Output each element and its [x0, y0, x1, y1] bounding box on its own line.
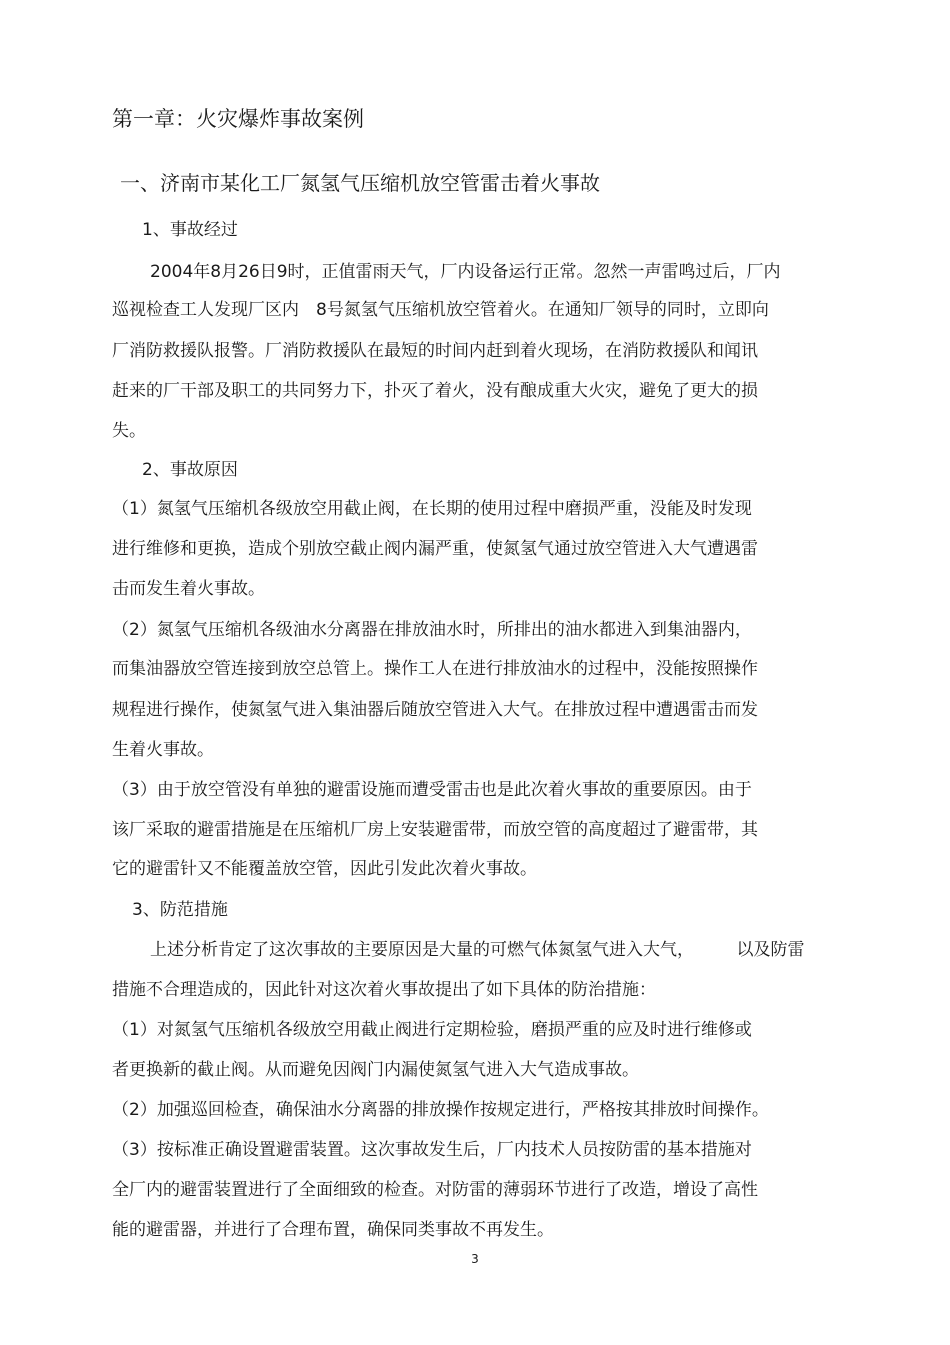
subheading-1: 1、事故经过 — [142, 220, 238, 240]
paragraph-line: （1）对氮氢气压缩机各级放空用截止阀进行定期检验，磨损严重的应及时进行维修或 — [112, 1020, 752, 1040]
paragraph-line: 进行维修和更换，造成个别放空截止阀内漏严重，使氮氢气通过放空管进入大气遭遇雷 — [112, 539, 758, 559]
paragraph-line: 规程进行操作，使氮氢气进入集油器后随放空管进入大气。在排放过程中遭遇雷击而发 — [112, 700, 758, 720]
paragraph-line: 上述分析肯定了这次事故的主要原因是大量的可燃气体氮氢气进入大气， 以及防雷 — [150, 940, 805, 960]
paragraph-line: 它的避雷针又不能覆盖放空管，因此引发此次着火事故。 — [112, 859, 537, 879]
paragraph-line: 者更换新的截止阀。从而避免因阀门内漏使氮氢气进入大气造成事故。 — [112, 1060, 639, 1080]
paragraph-line: 2004年8月26日9时，正值雷雨天气，厂内设备运行正常。忽然一声雷鸣过后，厂内 — [150, 262, 781, 282]
paragraph-line: 全厂内的避雷装置进行了全面细致的检查。对防雷的薄弱环节进行了改造，增设了高性 — [112, 1180, 758, 1200]
paragraph-line: 生着火事故。 — [112, 740, 214, 760]
page-number: 3 — [471, 1252, 479, 1266]
section-title: 一、济南市某化工厂氮氢气压缩机放空管雷击着火事故 — [120, 171, 600, 195]
chapter-title: 第一章：火灾爆炸事故案例 — [112, 107, 364, 131]
paragraph-line: 措施不合理造成的，因此针对这次着火事故提出了如下具体的防治措施： — [112, 980, 656, 1000]
paragraph-line: （3）由于放空管没有单独的避雷设施而遭受雷击也是此次着火事故的重要原因。由于 — [112, 780, 752, 800]
paragraph-line: （1）氮氢气压缩机各级放空用截止阀，在长期的使用过程中磨损严重，没能及时发现 — [112, 499, 752, 519]
paragraph-line: （2）氮氢气压缩机各级油水分离器在排放油水时，所排出的油水都进入到集油器内， — [112, 620, 752, 640]
paragraph-line: 击而发生着火事故。 — [112, 579, 265, 599]
paragraph-line: 能的避雷器，并进行了合理布置，确保同类事故不再发生。 — [112, 1220, 554, 1240]
paragraph-line: 厂消防救援队报警。厂消防救援队在最短的时间内赶到着火现场，在消防救援队和闻讯 — [112, 341, 758, 361]
paragraph-line: 赶来的厂干部及职工的共同努力下，扑灭了着火，没有酿成重大火灾，避免了更大的损 — [112, 381, 758, 401]
paragraph-line: 巡视检查工人发现厂区内 8号氮氢气压缩机放空管着火。在通知厂领导的同时，立即向 — [112, 300, 769, 320]
paragraph-line: （2）加强巡回检查，确保油水分离器的排放操作按规定进行，严格按其排放时间操作。 — [112, 1100, 769, 1120]
paragraph-line: （3）按标准正确设置避雷装置。这次事故发生后，厂内技术人员按防雷的基本措施对 — [112, 1140, 752, 1160]
paragraph-line: 该厂采取的避雷措施是在压缩机厂房上安装避雷带，而放空管的高度超过了避雷带，其 — [112, 820, 758, 840]
paragraph-line: 而集油器放空管连接到放空总管上。操作工人在进行排放油水的过程中，没能按照操作 — [112, 659, 758, 679]
subheading-2: 2、事故原因 — [142, 460, 238, 480]
subheading-3: 3、防范措施 — [132, 900, 228, 920]
paragraph-line: 失。 — [112, 421, 146, 441]
